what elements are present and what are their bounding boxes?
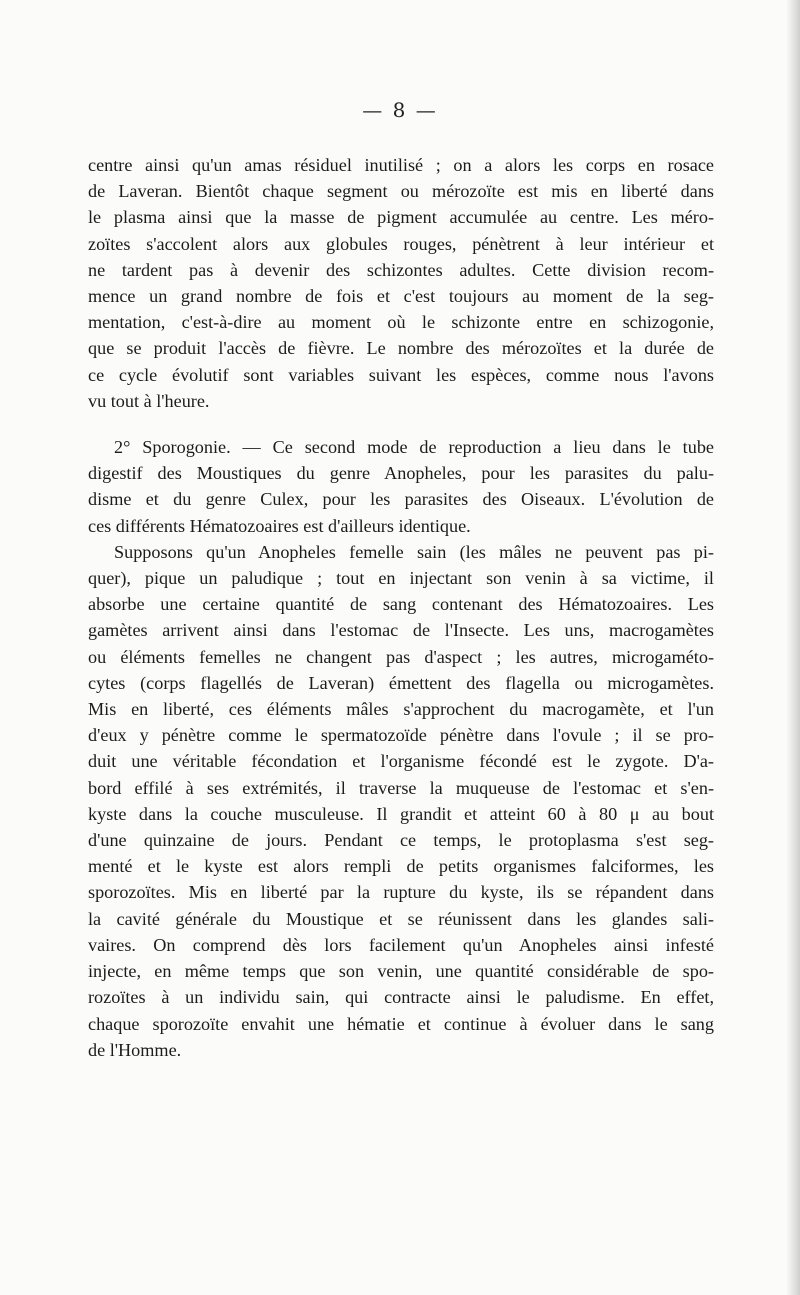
text-line: Mis en liberté, ces éléments mâles s'approchent du macrogamète, et l'un xyxy=(88,699,714,720)
text-line: disme et du genre Culex, pour les parasites des Oiseaux. L'évolution de xyxy=(88,489,714,510)
text-line: zoïtes s'accolent alors aux globules rouges, pénètrent à leur intérieur et xyxy=(88,233,714,254)
paragraph-1 xyxy=(88,152,714,414)
text-line: centre ainsi qu'un amas résiduel inutilisé ; on a alors les corps en rosace xyxy=(88,155,714,175)
text-line: d'une quinzaine de jours. Pendant ce temps, le protoplasma s'est seg- xyxy=(88,830,714,851)
page-edge-shadow xyxy=(786,0,800,1295)
body-text xyxy=(88,152,714,1063)
text-line: d'eux y pénètre comme le spermatozoïde pénètre dans l'ovule ; il se pro- xyxy=(88,725,714,746)
text-line: ce cycle évolutif sont variables suivant les espèces, comme nous l'avons xyxy=(88,364,714,385)
text-line: quer), pique un paludique ; tout en injectant son venin à sa victime, il xyxy=(88,568,714,589)
text-line: sporozoïtes. Mis en liberté par la rupture du kyste, ils se répandent dans xyxy=(88,882,714,903)
text-line: mence un grand nombre de fois et c'est toujours au moment de la seg- xyxy=(88,286,714,307)
text-line: de l'Homme. xyxy=(88,1039,182,1060)
text-line: vu tout à l'heure. xyxy=(88,390,210,411)
text-line: chaque sporozoïte envahit une hématie et continue à évoluer dans le sang xyxy=(88,1013,714,1034)
text-line: la cavité générale du Moustique et se réunissent dans les glandes sali- xyxy=(88,908,714,929)
text-line: kyste dans la couche musculeuse. Il grandit et atteint 60 à 80 μ au bout xyxy=(88,803,714,824)
text-line: le plasma ainsi que la masse de pigment accumulée au centre. Les méro- xyxy=(88,207,714,228)
text-line: ces différents Hématozoaires est d'ailleurs identique. xyxy=(88,515,471,536)
text-line: gamètes arrivent ainsi dans l'estomac de l'Insecte. Les uns, macrogamètes xyxy=(88,620,714,641)
text-line: cytes (corps flagellés de Laveran) émettent des flagella ou microgamètes. xyxy=(88,672,714,693)
text-line: digestif des Moustiques du genre Anopheles, pour les parasites du palu- xyxy=(88,463,714,484)
paragraph-2 xyxy=(88,434,714,539)
text-line: ne tardent pas à devenir des schizontes adultes. Cette division recom- xyxy=(88,259,714,280)
text-line: ou éléments femelles ne changent pas d'aspect ; les autres, microgaméto- xyxy=(88,646,714,667)
text-line: duit une véritable fécondation et l'organisme fécondé est le zygote. D'a- xyxy=(88,751,714,772)
text-line: bord effilé à ses extrémités, il traverse la muqueuse de l'estomac et s'en- xyxy=(88,777,714,798)
text-line: rozoïtes à un individu sain, qui contracte ainsi le paludisme. En effet, xyxy=(88,987,714,1008)
text-line: menté et le kyste est alors rempli de petits organismes falciformes, les xyxy=(88,856,714,877)
text-line: vaires. On comprend dès lors facilement qu'un Anopheles ainsi infesté xyxy=(88,934,714,955)
page-number: — 8 — xyxy=(362,98,438,122)
paragraph-3 xyxy=(88,539,714,1063)
text-line: mentation, c'est-à-dire au moment où le schizonte entre en schizogonie, xyxy=(88,312,714,333)
text-line: Supposons qu'un Anopheles femelle sain (les mâles ne peuvent pas pi- xyxy=(114,541,714,562)
text-line: 2° Sporogonie. — Ce second mode de reproduction a lieu dans le tube xyxy=(114,437,714,458)
text-line: que se produit l'accès de fièvre. Le nombre des mérozoïtes et la durée de xyxy=(88,338,714,359)
text-line: injecte, en même temps que son venin, une quantité considérable de spo- xyxy=(88,961,714,982)
text-line: de Laveran. Bientôt chaque segment ou mérozoïte est mis en liberté dans xyxy=(88,181,714,202)
text-line: absorbe une certaine quantité de sang contenant des Hématozoaires. Les xyxy=(88,594,714,615)
